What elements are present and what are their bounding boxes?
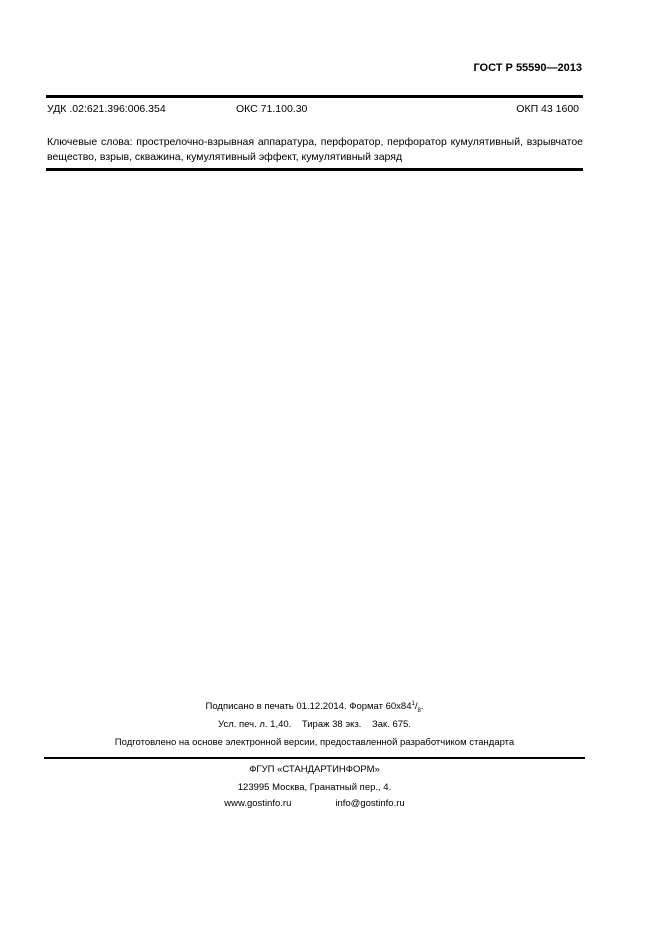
publisher-contacts (44, 798, 585, 809)
email-link[interactable]: info@gostinfo.ru (335, 798, 405, 809)
standard-code: ГОСТ Р 55590—2013 (473, 62, 582, 74)
imprint-divider (44, 757, 585, 759)
imprint-signed-end: . (420, 701, 424, 712)
format-numerator: 1 (411, 700, 415, 707)
format-denominator: 8 (417, 707, 421, 714)
imprint-signed-text: Подписано в печать 01.12.2014. Формат 60х84 (205, 701, 412, 712)
publisher-name: ФГУП «СТАНДАРТИНФОРМ» (249, 764, 380, 775)
keywords-paragraph: Ключевые слова: прострелочно-взрывная аппаратура, перфоратор, перфоратор кумулятивный, взрывчатое вещество, взрыв, скважина, кумулятивный эффект, кумулятивный заряд (47, 136, 583, 163)
oks-code: ОКС 71.100.30 (236, 103, 308, 115)
udk-code: УДК .02:621.396:006.354 (47, 103, 166, 115)
okp-code: ОКП 43 1600 (516, 103, 579, 115)
imprint-print-details: Усл. печ. л. 1,40. Тираж 38 экз. Зак. 675. (218, 719, 411, 730)
website-link[interactable]: www.gostinfo.ru (224, 798, 292, 809)
publisher-address: 123995 Москва, Гранатный пер., 4. (237, 782, 392, 793)
imprint-signed-line (44, 701, 585, 712)
top-divider (46, 95, 583, 98)
format-fraction: $^1/_8$ (411, 700, 421, 714)
bottom-divider (46, 168, 583, 171)
imprint-prepared-note: Подготовлено на основе электронной версии, предоставленной разработчиком стандарта (114, 737, 515, 748)
